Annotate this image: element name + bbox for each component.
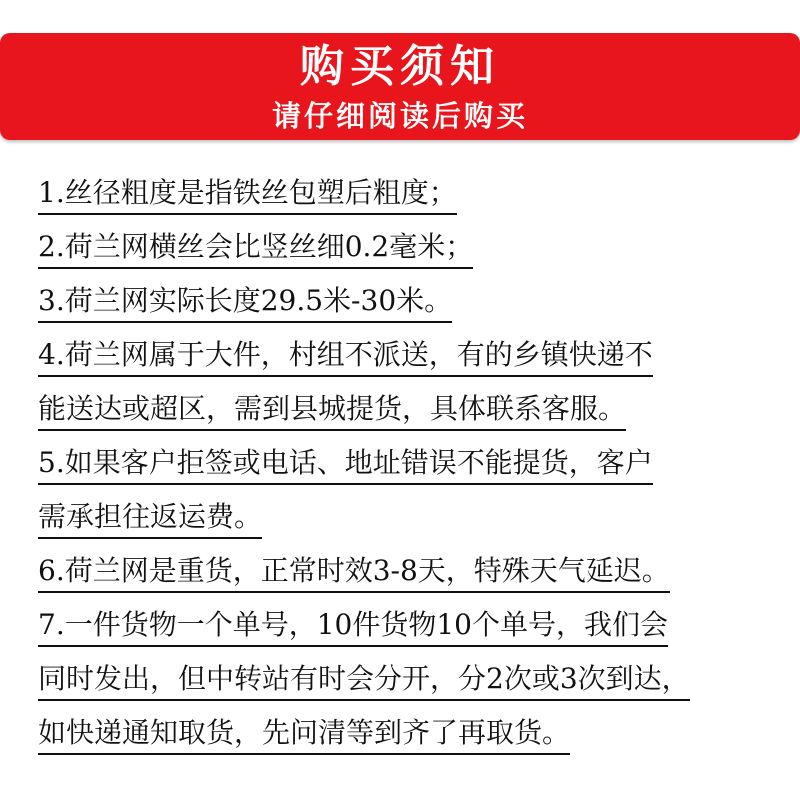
note-line: 2.荷兰网横丝会比竖丝细0.2毫米；	[38, 230, 473, 269]
note-line: 如快递通知取货，先问清等到齐了再取货。	[38, 716, 570, 755]
note-line: 7.一件货物一个单号，10件货物10个单号，我们会	[38, 608, 668, 647]
note-line: 3.荷兰网实际长度29.5米-30米。	[38, 284, 452, 323]
note-line: 需承担往返运费。	[38, 500, 262, 539]
page-title: 购买须知	[300, 41, 500, 92]
note-line: 5.如果客户拒签或电话、地址错误不能提货，客户	[38, 446, 653, 485]
page-subtitle: 请仔细阅读后购买	[271, 99, 528, 133]
note-line: 6.荷兰网是重货，正常时效3-8天，特殊天气延迟。	[38, 554, 670, 593]
note-line: 同时发出，但中转站有时会分开，分2次或3次到达，	[38, 662, 690, 701]
note-line: 4.荷兰网属于大件，村组不派送，有的乡镇快递不	[38, 338, 653, 377]
note-line: 能送达或超区，需到县城提货，具体联系客服。	[38, 392, 626, 431]
note-line: 1.丝径粗度是指铁丝包塑后粗度；	[38, 176, 457, 215]
